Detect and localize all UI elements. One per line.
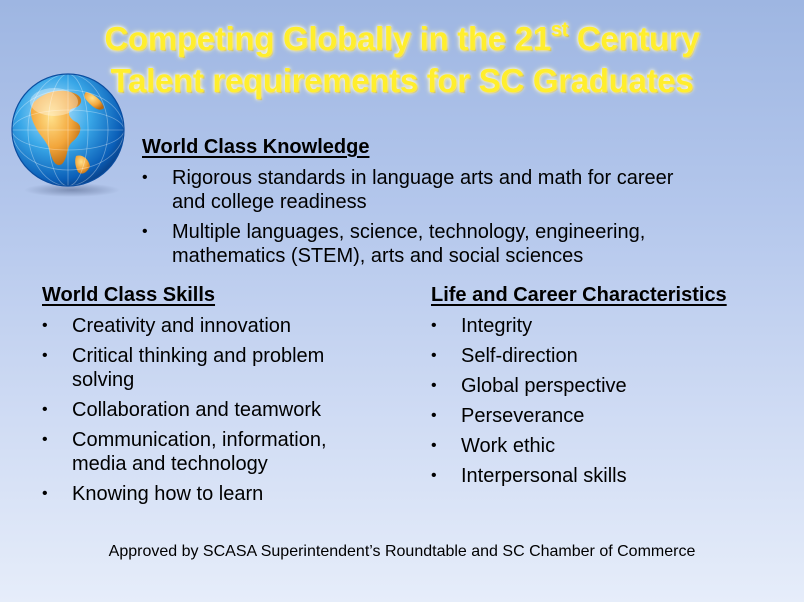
footer-note: Approved by SCASA Superintendent’s Roundtable and SC Chamber of Commerce [108, 543, 696, 560]
bullet-icon: • [42, 317, 48, 334]
list-item-text: Self-direction [461, 345, 578, 367]
list-item-text: Integrity [461, 315, 533, 337]
list-item-text: Interpersonal skills [461, 465, 627, 487]
bullet-icon: • [431, 407, 437, 424]
list-item [42, 482, 382, 506]
bullet-icon: • [431, 377, 437, 394]
life-career-heading: Life and Career Characteristics [431, 284, 727, 306]
title-text-suffix: Century [568, 20, 700, 57]
list-item [42, 398, 382, 422]
list-item-text: Perseverance [461, 405, 585, 427]
list-item-text: Global perspective [461, 375, 627, 397]
list-item-text: Multiple languages, science, technology, engineering, [172, 221, 646, 243]
globe-icon [6, 72, 132, 198]
life-career-list [431, 314, 771, 494]
bullet-icon: • [42, 347, 48, 364]
bullet-icon: • [431, 317, 437, 334]
bullet-icon: • [42, 401, 48, 418]
list-item-text: media and technology [72, 453, 268, 475]
bullet-icon: • [431, 467, 437, 484]
slide-title-line-2: Talent requirements for SC Graduates [110, 62, 694, 99]
list-item [42, 344, 382, 392]
list-item [142, 166, 762, 214]
bullet-icon: • [42, 485, 48, 502]
list-item-text: Knowing how to learn [72, 483, 264, 505]
list-item [42, 428, 382, 476]
list-item [431, 404, 771, 428]
title-superscript: st [550, 19, 569, 41]
list-item [431, 434, 771, 458]
list-item [431, 464, 771, 488]
world-class-skills-list [42, 314, 382, 512]
list-item [142, 220, 762, 268]
title-text: Competing Globally in the 21 [104, 20, 551, 57]
list-item-text: Communication, information, [72, 429, 327, 451]
world-class-skills-heading: World Class Skills [42, 284, 216, 306]
list-item-text: Rigorous standards in language arts and math for career [172, 167, 674, 189]
list-item-text: Work ethic [461, 435, 556, 457]
list-item [431, 314, 771, 338]
list-item-text: solving [72, 369, 135, 391]
world-class-knowledge-heading: World Class Knowledge [142, 136, 370, 158]
bullet-icon: • [142, 169, 148, 186]
bullet-icon: • [142, 223, 148, 240]
list-item [431, 344, 771, 368]
bullet-icon: • [42, 431, 48, 448]
list-item [42, 314, 382, 338]
slide-title-line-1 [0, 20, 804, 58]
list-item-text: and college readiness [172, 191, 367, 213]
list-item-text: Critical thinking and problem [72, 345, 325, 367]
bullet-icon: • [431, 347, 437, 364]
world-class-knowledge-list [142, 166, 762, 274]
list-item-text: Creativity and innovation [72, 315, 292, 337]
list-item-text: Collaboration and teamwork [72, 399, 322, 421]
list-item [431, 374, 771, 398]
list-item-text: mathematics (STEM), arts and social sciences [172, 245, 584, 267]
bullet-icon: • [431, 437, 437, 454]
